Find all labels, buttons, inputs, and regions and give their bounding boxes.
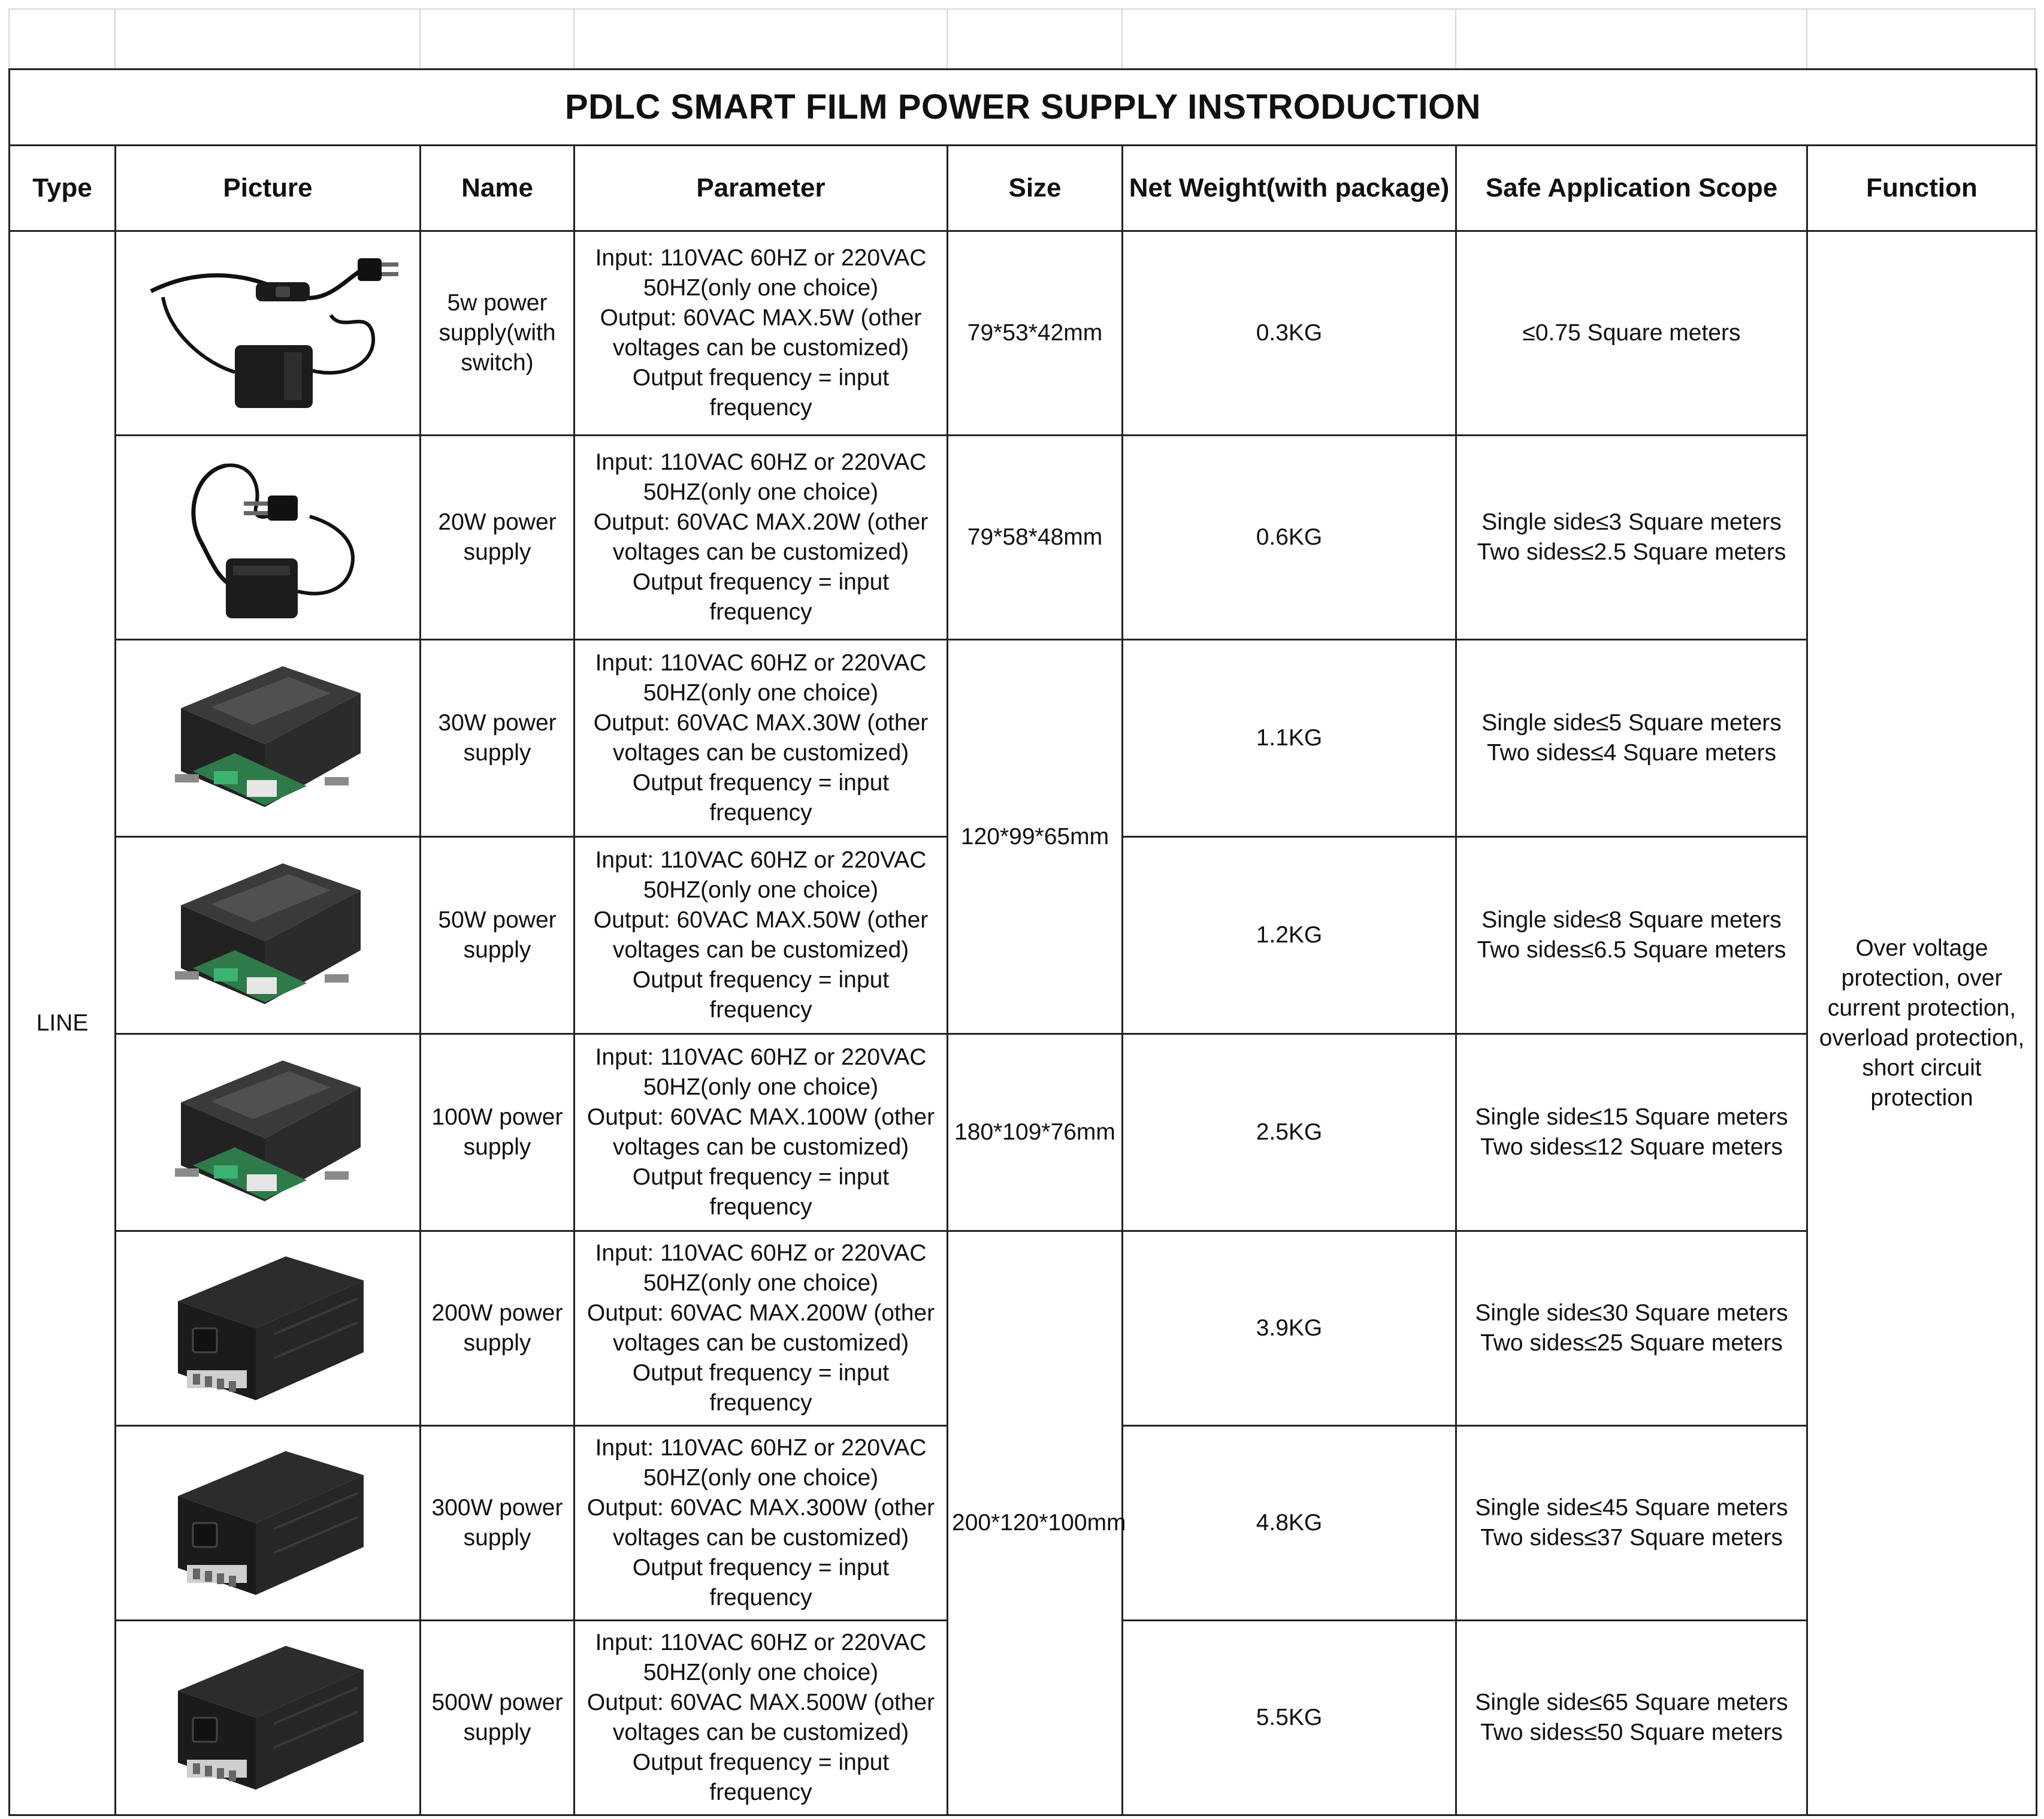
- param-line: frequency: [709, 1585, 812, 1610]
- scope-line: ≤0.75 Square meters: [1522, 320, 1741, 346]
- gridline: [1121, 8, 1123, 68]
- scope-cell: [1456, 1034, 1807, 1231]
- scope-cell: [1456, 231, 1807, 436]
- scope-line: Single side≤65 Square meters: [1475, 1690, 1788, 1715]
- param-line: Output: 60VAC MAX.300W (other: [586, 1495, 935, 1521]
- picture-cell: [116, 231, 421, 436]
- parameter-cell: [575, 231, 948, 436]
- param-line: voltages can be customized): [612, 1330, 909, 1356]
- header-scope: Safe Application Scope: [1456, 146, 1807, 231]
- parameter-cell: [575, 436, 948, 640]
- name-cell: 30W power supply: [421, 640, 575, 837]
- parameter-cell: [575, 1231, 948, 1426]
- gridline: [8, 8, 2036, 10]
- scope-cell: [1456, 436, 1807, 640]
- sheet-gridlines: [8, 8, 2036, 68]
- gridline: [947, 8, 948, 68]
- scope-cell: [1456, 1621, 1807, 1815]
- param-line: Output frequency = input: [632, 770, 890, 796]
- param-line: Output frequency = input: [632, 1749, 890, 1775]
- function-cell: Over voltage protection, over current protection, overload protection, short circuit protection: [1807, 231, 2037, 1815]
- param-line: voltages can be customized): [612, 1720, 909, 1745]
- scope-line: Single side≤3 Square meters: [1481, 509, 1782, 535]
- param-line: Output frequency = input: [632, 1164, 890, 1190]
- weight-cell: 5.5KG: [1123, 1621, 1456, 1815]
- gridline: [8, 8, 10, 68]
- weight-cell: 0.6KG: [1123, 436, 1456, 640]
- picture-cell: [116, 436, 421, 640]
- scope-cell: [1456, 1426, 1807, 1621]
- table-row: [10, 436, 2037, 640]
- param-line: Input: 110VAC 60HZ or 220VAC: [595, 245, 927, 271]
- param-line: Output frequency = input: [632, 569, 890, 595]
- scope-cell: [1456, 1231, 1807, 1426]
- header-weight: Net Weight(with package): [1123, 146, 1456, 231]
- black-power-brick-icon: [166, 1439, 370, 1607]
- param-line: frequency: [709, 1194, 812, 1220]
- scope-line: Two sides≤37 Square meters: [1480, 1525, 1783, 1551]
- param-line: frequency: [709, 1779, 812, 1805]
- picture-cell: [116, 1621, 421, 1815]
- param-line: Input: 110VAC 60HZ or 220VAC: [595, 1435, 927, 1461]
- param-line: 50HZ(only one choice): [643, 680, 879, 706]
- scope-line: Two sides≤25 Square meters: [1480, 1330, 1783, 1356]
- param-line: Input: 110VAC 60HZ or 220VAC: [595, 1630, 927, 1655]
- param-line: frequency: [709, 800, 812, 826]
- param-line: frequency: [709, 395, 812, 421]
- plug-adapter-icon: [142, 448, 394, 627]
- param-line: 50HZ(only one choice): [643, 1270, 879, 1296]
- gridline: [1806, 8, 1807, 68]
- table-row: [10, 640, 2037, 837]
- picture-cell: [116, 1426, 421, 1621]
- scope-line: Single side≤45 Square meters: [1475, 1495, 1788, 1521]
- table-row: [10, 231, 2037, 436]
- gridline: [2034, 8, 2036, 68]
- weight-cell: 1.2KG: [1123, 837, 1456, 1034]
- name-cell: 5w power supply(with switch): [421, 231, 575, 436]
- param-line: 50HZ(only one choice): [643, 479, 879, 505]
- param-line: Output frequency = input: [632, 365, 890, 391]
- header-size: Size: [948, 146, 1123, 231]
- param-line: 50HZ(only one choice): [643, 877, 879, 903]
- name-cell: 50W power supply: [421, 837, 575, 1034]
- black-power-brick-icon: [166, 1244, 370, 1412]
- param-line: Output frequency = input: [632, 1360, 890, 1386]
- param-line: frequency: [709, 1390, 812, 1416]
- param-line: voltages can be customized): [612, 1525, 909, 1551]
- size-cell: 79*53*42mm: [948, 231, 1123, 436]
- power-box-terminal-icon: [169, 1043, 367, 1222]
- parameter-cell: [575, 640, 948, 837]
- scope-cell: [1456, 837, 1807, 1034]
- param-line: 50HZ(only one choice): [643, 1660, 879, 1685]
- scope-line: Two sides≤50 Square meters: [1480, 1720, 1783, 1745]
- picture-cell: [116, 640, 421, 837]
- header-name: Name: [421, 146, 575, 231]
- table-row: [10, 1231, 2037, 1426]
- picture-cell: [116, 1034, 421, 1231]
- name-cell: 500W power supply: [421, 1621, 575, 1815]
- power-box-terminal-icon: [169, 648, 367, 828]
- param-line: Output: 60VAC MAX.20W (other: [593, 509, 929, 535]
- type-cell: LINE: [10, 231, 116, 1815]
- parameter-cell: [575, 1426, 948, 1621]
- gridline: [114, 8, 116, 68]
- param-line: voltages can be customized): [612, 539, 909, 565]
- param-line: Output: 60VAC MAX.100W (other: [586, 1104, 935, 1130]
- param-line: Output frequency = input: [632, 1555, 890, 1581]
- parameter-cell: [575, 837, 948, 1034]
- weight-cell: 0.3KG: [1123, 231, 1456, 436]
- picture-cell: [116, 837, 421, 1034]
- header-parameter: Parameter: [575, 146, 948, 231]
- param-line: Input: 110VAC 60HZ or 220VAC: [595, 650, 927, 676]
- param-line: voltages can be customized): [612, 1134, 909, 1160]
- param-line: Input: 110VAC 60HZ or 220VAC: [595, 449, 927, 475]
- scope-line: Two sides≤2.5 Square meters: [1477, 539, 1786, 565]
- parameter-cell: [575, 1621, 948, 1815]
- black-power-brick-icon: [166, 1634, 370, 1802]
- name-cell: 100W power supply: [421, 1034, 575, 1231]
- power-supply-table: [8, 68, 2037, 1816]
- param-line: Output: 60VAC MAX.50W (other: [593, 907, 929, 933]
- param-line: Input: 110VAC 60HZ or 220VAC: [595, 1240, 927, 1266]
- scope-line: Two sides≤12 Square meters: [1480, 1134, 1783, 1160]
- param-line: Output: 60VAC MAX.500W (other: [586, 1690, 935, 1715]
- weight-cell: 1.1KG: [1123, 640, 1456, 837]
- param-line: Output: 60VAC MAX.30W (other: [593, 710, 929, 736]
- power-box-terminal-icon: [169, 845, 367, 1025]
- header-row: [10, 146, 2037, 231]
- name-cell: 20W power supply: [421, 436, 575, 640]
- param-line: Input: 110VAC 60HZ or 220VAC: [595, 847, 927, 873]
- param-line: Output frequency = input: [632, 967, 890, 993]
- size-cell: 79*58*48mm: [948, 436, 1123, 640]
- param-line: voltages can be customized): [612, 937, 909, 963]
- param-line: Input: 110VAC 60HZ or 220VAC: [595, 1044, 927, 1070]
- header-type: Type: [10, 146, 116, 231]
- picture-cell: [116, 1231, 421, 1426]
- header-function: Function: [1807, 146, 2037, 231]
- gridline: [1455, 8, 1456, 68]
- param-line: 50HZ(only one choice): [643, 1465, 879, 1491]
- scope-line: Single side≤8 Square meters: [1481, 907, 1782, 933]
- gridline: [573, 8, 575, 68]
- param-line: Output: 60VAC MAX.5W (other: [600, 305, 922, 331]
- scope-cell: [1456, 640, 1807, 837]
- size-cell: 120*99*65mm: [948, 640, 1123, 1034]
- scope-line: Two sides≤6.5 Square meters: [1477, 937, 1786, 963]
- size-cell: 200*120*100mm: [948, 1231, 1123, 1815]
- scope-line: Single side≤15 Square meters: [1475, 1104, 1788, 1130]
- table-title: PDLC SMART FILM POWER SUPPLY INSTRODUCTION: [10, 70, 2037, 146]
- scope-line: Single side≤30 Square meters: [1475, 1300, 1788, 1326]
- table-row: [10, 1034, 2037, 1231]
- weight-cell: 3.9KG: [1123, 1231, 1456, 1426]
- parameter-cell: [575, 1034, 948, 1231]
- param-line: voltages can be customized): [612, 740, 909, 766]
- param-line: 50HZ(only one choice): [643, 275, 879, 301]
- weight-cell: 4.8KG: [1123, 1426, 1456, 1621]
- weight-cell: 2.5KG: [1123, 1034, 1456, 1231]
- gridline: [419, 8, 421, 68]
- size-cell: 180*109*76mm: [948, 1034, 1123, 1231]
- name-cell: 200W power supply: [421, 1231, 575, 1426]
- adapter-with-switch-icon: [127, 243, 409, 423]
- param-line: voltages can be customized): [612, 335, 909, 361]
- name-cell: 300W power supply: [421, 1426, 575, 1621]
- param-line: frequency: [709, 997, 812, 1023]
- param-line: frequency: [709, 599, 812, 625]
- header-picture: Picture: [116, 146, 421, 231]
- param-line: 50HZ(only one choice): [643, 1074, 879, 1100]
- scope-line: Two sides≤4 Square meters: [1486, 740, 1777, 766]
- param-line: Output: 60VAC MAX.200W (other: [586, 1300, 935, 1326]
- scope-line: Single side≤5 Square meters: [1481, 710, 1782, 736]
